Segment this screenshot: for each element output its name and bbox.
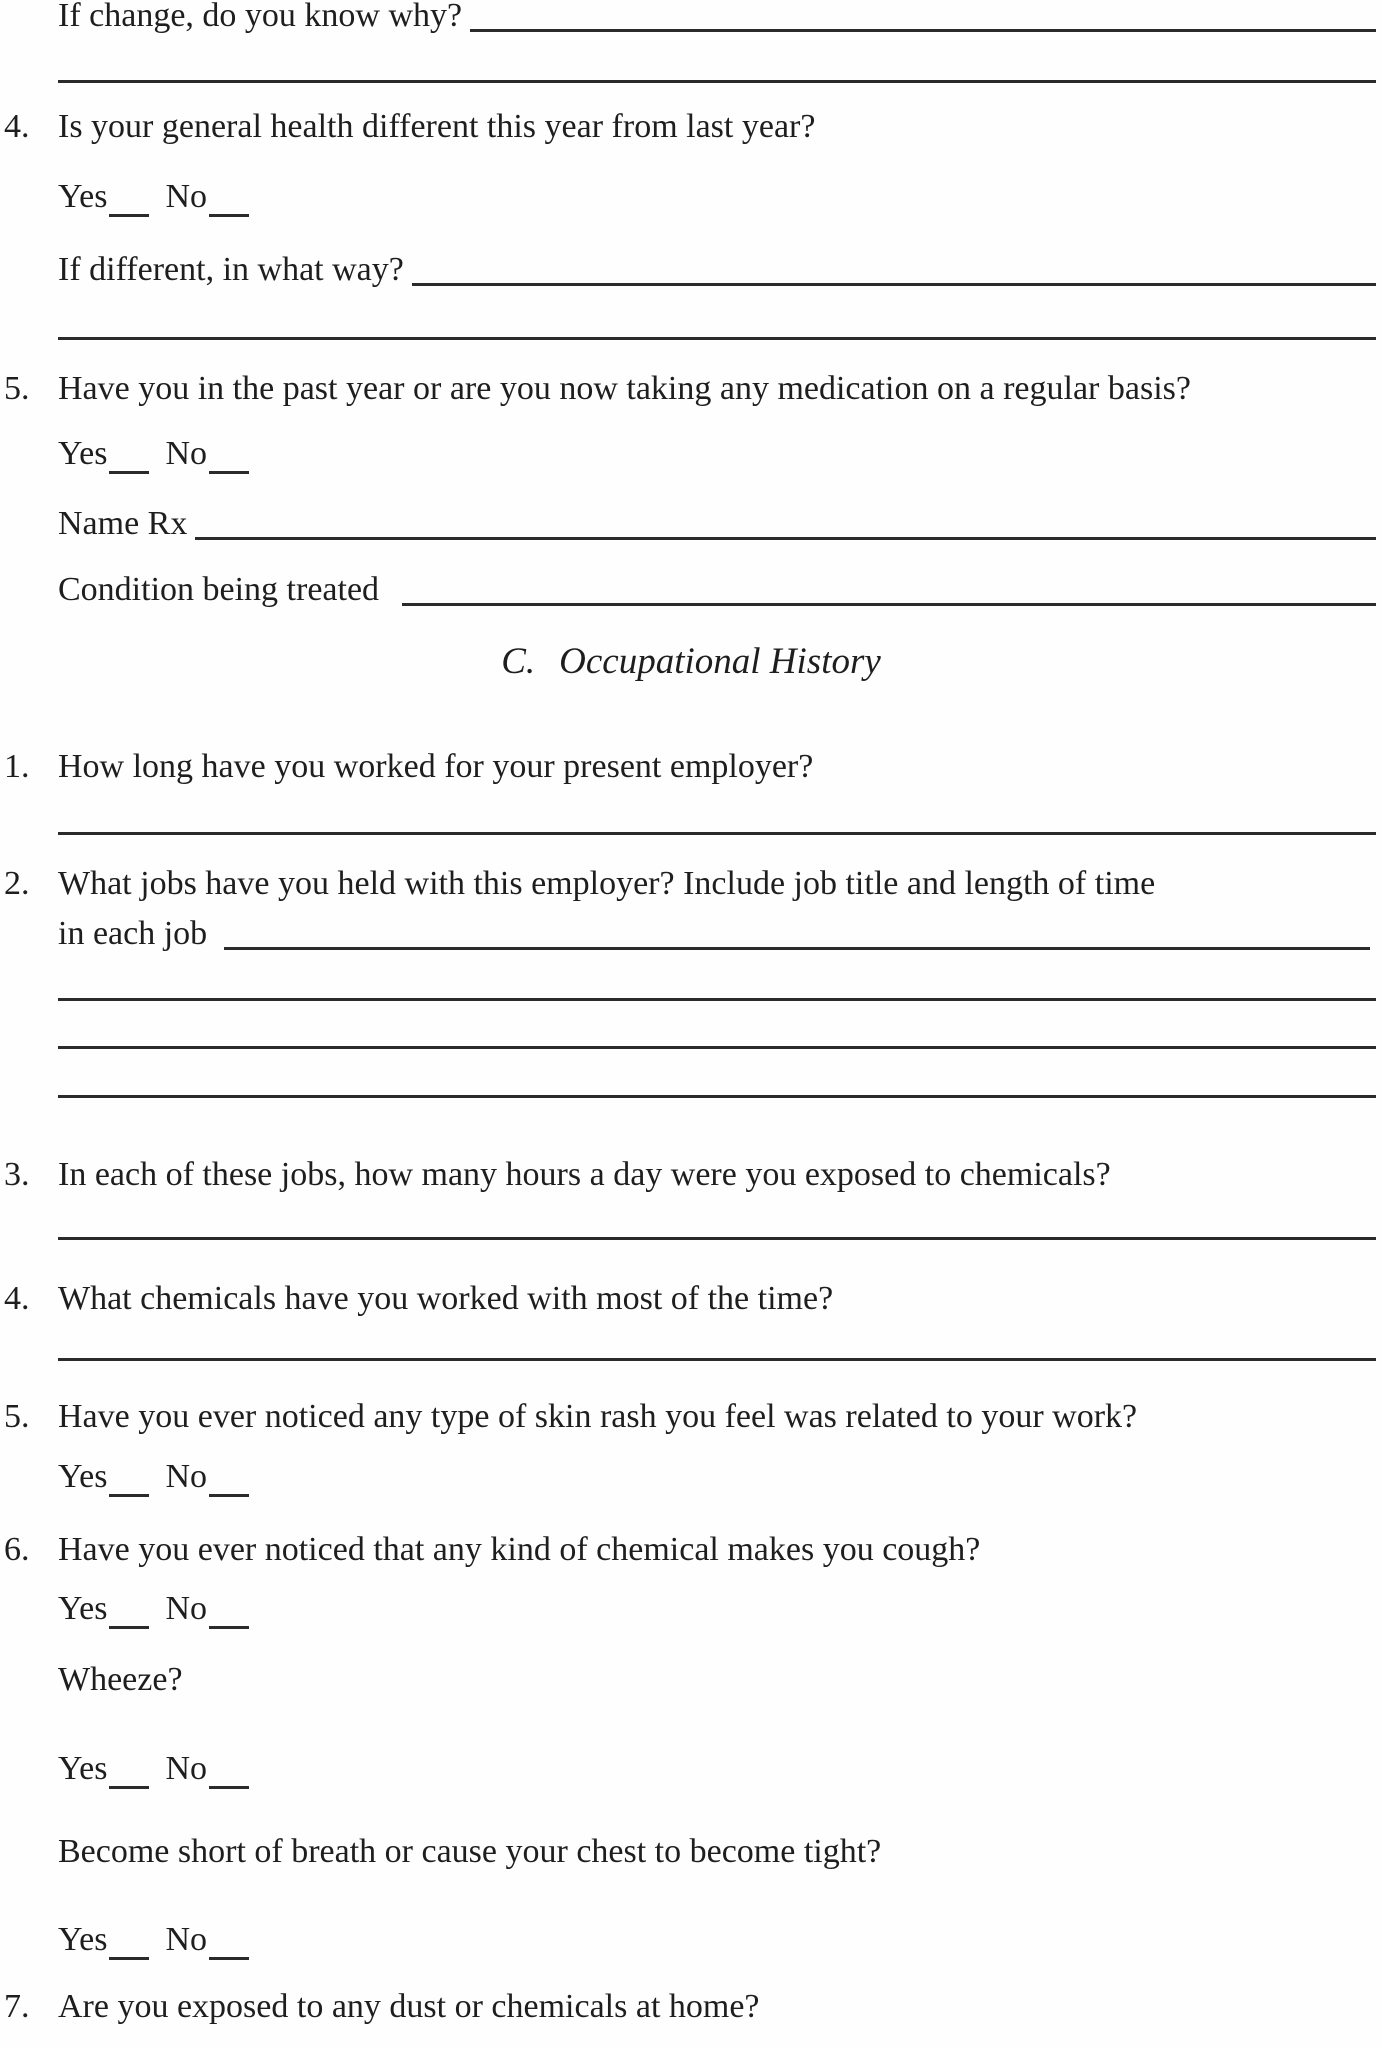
no-label: No [165,178,208,215]
answer-line [58,1046,1376,1049]
question-row [0,862,1382,956]
answer-line [58,832,1376,835]
blank-fill-line [224,947,1370,950]
yes-no-row [0,1747,1382,1791]
blank-fill-line [195,537,1376,540]
question-number: 1. [4,748,30,785]
answer-line [58,1095,1376,1098]
blank-fill-line [470,29,1376,32]
no-blank-line [209,471,249,474]
prompt-line [0,568,1382,612]
yes-no-row [0,175,1382,219]
answer-line [58,337,1376,340]
answer-line [58,80,1376,83]
section-heading [0,640,1382,684]
question-number: 6. [4,1531,30,1568]
yes-blank-line [109,1626,149,1629]
question-row [0,1277,1382,1321]
question-number: 3. [4,1156,30,1193]
prompt-text: If different, in what way? [58,251,404,288]
question-text: Are you exposed to any dust or chemicals at home? [58,1988,760,2025]
question-text: Wheeze? [58,1661,183,1698]
prompt-text: Name Rx [58,505,188,542]
no-blank-line [209,214,249,217]
question-text: Become short of breath or cause your chest to become tight? [58,1833,882,1870]
question-row [0,1985,1382,2029]
question-text: Have you in the past year or are you now taking any medication on a regular basis? [58,370,1191,407]
answer-line [58,1237,1376,1240]
question-text: How long have you worked for your present employer? [58,748,814,785]
no-blank-line [209,1786,249,1789]
prompt-text: If change, do you know why? [58,0,463,34]
no-blank-line [209,1494,249,1497]
yes-blank-line [109,1494,149,1497]
question-number: 5. [4,1398,30,1435]
question-number: 4. [4,108,30,145]
question-row [0,1528,1382,1572]
no-label: No [165,435,208,472]
prompt-line [0,502,1382,546]
no-label: No [165,1590,208,1627]
prompt-line [0,248,1382,292]
no-label: No [165,1921,208,1958]
question-number: 7. [4,1988,30,2025]
yes-blank-line [109,1786,149,1789]
question-text: What jobs have you held with this employer? Include job title and length of time [58,865,1156,902]
answer-line [58,998,1376,1001]
question-text: Is your general health different this year from last year? [58,108,816,145]
question-row [0,105,1382,149]
yes-no-row [0,1587,1382,1631]
question-row [0,745,1382,789]
yes-blank-line [109,1957,149,1960]
question-text: What chemicals have you worked with most of the time? [58,1280,834,1317]
yes-blank-line [109,214,149,217]
no-label: No [165,1750,208,1787]
no-label: No [165,1458,208,1495]
question-row [0,1395,1382,1439]
question-number: 5. [4,370,30,407]
answer-line [58,1358,1376,1361]
yes-label: Yes [58,1750,108,1787]
section-letter: C. [501,641,536,682]
yes-blank-line [109,471,149,474]
question-text: In each of these jobs, how many hours a day were you exposed to chemicals? [58,1156,1111,1193]
question-text: Have you ever noticed any type of skin rash you feel was related to your work? [58,1398,1138,1435]
yes-label: Yes [58,1590,108,1627]
yes-label: Yes [58,1458,108,1495]
yes-label: Yes [58,1921,108,1958]
yes-label: Yes [58,435,108,472]
yes-no-row [0,1918,1382,1962]
followup-text [0,1658,1382,1702]
prompt-line [58,912,1376,956]
no-blank-line [209,1957,249,1960]
yes-no-row [0,1455,1382,1499]
prompt-text: in each job [58,915,216,952]
blank-fill-line [412,283,1376,286]
no-blank-line [209,1626,249,1629]
yes-label: Yes [58,178,108,215]
question-number: 4. [4,1280,30,1317]
yes-no-row [0,432,1382,476]
question-row [0,367,1382,411]
section-title: Occupational History [559,641,881,682]
prompt-line [0,0,1382,38]
question-text: Have you ever noticed that any kind of chemical makes you cough? [58,1531,981,1568]
followup-text [0,1830,1382,1874]
blank-fill-line [402,603,1376,606]
question-number: 2. [4,865,30,902]
prompt-text: Condition being treated [58,571,388,608]
question-row [0,1153,1382,1197]
